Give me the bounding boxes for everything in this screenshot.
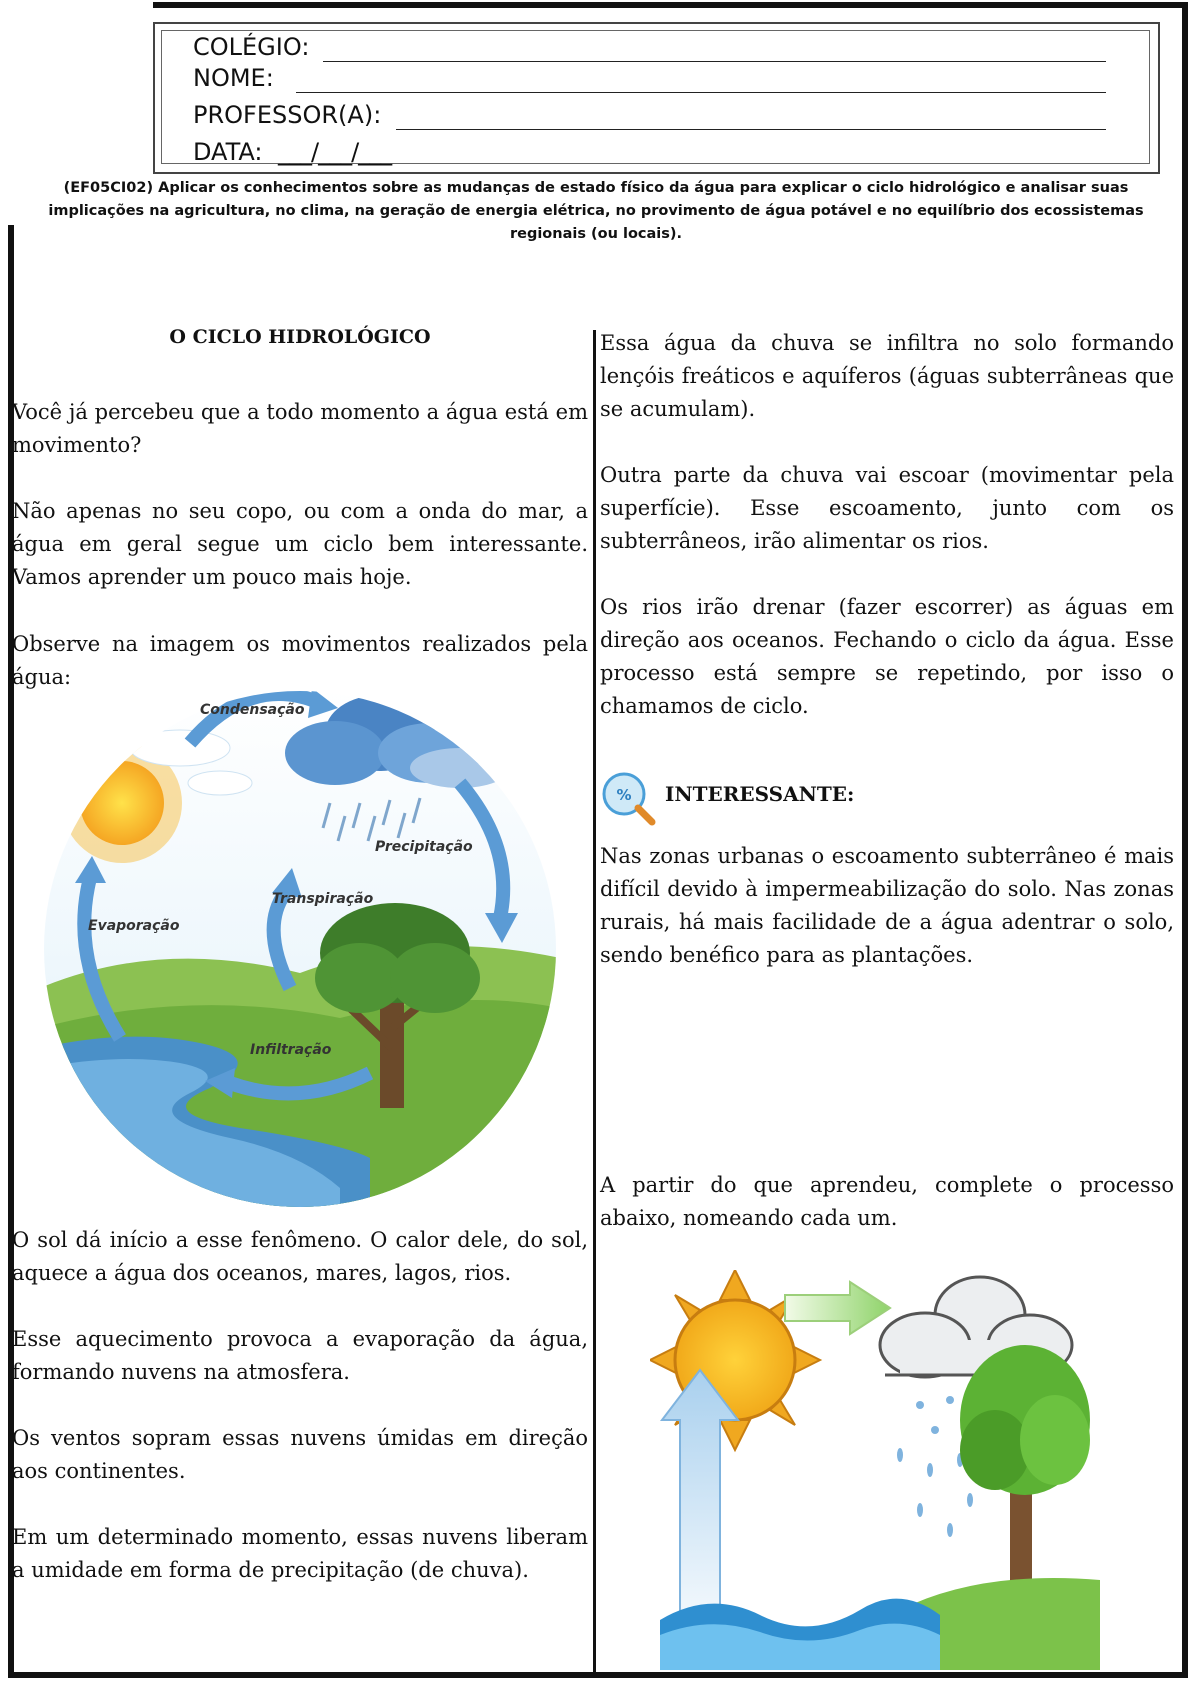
- left-paragraph-1: Você já percebeu que a todo momento a água está em movimento?: [12, 400, 588, 457]
- name-label: NOME:: [193, 64, 274, 92]
- page-border-top: [153, 2, 1188, 8]
- name-field[interactable]: [296, 92, 1106, 93]
- school-label: COLÉGIO:: [193, 33, 310, 61]
- right-paragraph-4: Nas zonas urbanas o escoamento subterrâneo é mais difícil devido à impermeabilização do solo. Nas zonas rurais, há mais facilidade de a água adentrar o solo, sendo benéfico para as plantações.: [600, 844, 1174, 967]
- label-transpiracao: Transpiração: [272, 891, 374, 907]
- label-precipitacao: Precipitação: [375, 839, 473, 855]
- page-border-right: [1182, 2, 1188, 1678]
- bncc-objective: (EF05CI02) Aplicar os conhecimentos sobre as mudanças de estado físico da água para explicar o ciclo hidrológico e analisar suas implicações na agricultura, no clima, na geração de energia elétrica, no provimento de água potável e no equilíbrio dos ecossistemas regionais (ou locais).: [48, 180, 1144, 242]
- left-paragraph-4: O sol dá início a esse fenômeno. O calor dele, do sol, aquece a água dos oceanos, mares, lagos, rios.: [12, 1228, 588, 1285]
- school-field[interactable]: [323, 61, 1106, 62]
- right-paragraph-5: A partir do que aprendeu, complete o processo abaixo, nomeando cada um.: [600, 1173, 1174, 1230]
- page-border-bottom: [8, 1672, 1188, 1678]
- left-paragraph-2: Não apenas no seu copo, ou com a onda do mar, a água em geral segue um ciclo bem interessante. Vamos aprender um pouco mais hoje.: [12, 499, 588, 589]
- right-paragraph-1: Essa água da chuva se infiltra no solo formando lençóis freáticos e aquíferos (águas subterrâneas que se acumulam).: [600, 331, 1174, 421]
- date-label: DATA:: [193, 138, 263, 166]
- left-paragraph-6: Os ventos sopram essas nuvens úmidas em direção aos continentes.: [12, 1426, 588, 1483]
- date-field[interactable]: ___/___/___: [278, 138, 392, 166]
- left-paragraph-5: Esse aquecimento provoca a evaporação da água, formando nuvens na atmosfera.: [12, 1327, 588, 1384]
- exercise-diagram: [650, 1270, 1100, 1670]
- label-condensacao: Condensação: [200, 702, 305, 718]
- percent-symbol: %: [616, 786, 632, 804]
- right-paragraph-3: Os rios irão drenar (fazer escorrer) as águas em direção aos oceanos. Fechando o ciclo da água. Esse processo está sempre se repetindo, por isso o chamamos de ciclo.: [600, 595, 1174, 718]
- tree-icon: [960, 1345, 1090, 1600]
- left-paragraph-7: Em um determinado momento, essas nuvens liberam a umidade em forma de precipitação (de chuva).: [12, 1525, 588, 1582]
- teacher-field[interactable]: [396, 129, 1106, 130]
- label-evaporacao: Evaporação: [88, 918, 180, 934]
- label-infiltracao: Infiltração: [250, 1042, 332, 1058]
- right-paragraph-2: Outra parte da chuva vai escoar (movimentar pela superfície). Esse escoamento, junto com os subterrâneos, irão alimentar os rios.: [600, 463, 1174, 553]
- page-title: O CICLO HIDROLÓGICO: [169, 326, 431, 348]
- magnifier-icon: [600, 770, 656, 826]
- left-paragraph-3: Observe na imagem os movimentos realizados pela água:: [12, 632, 588, 689]
- column-divider: [593, 330, 596, 1675]
- water-cycle-diagram: [40, 688, 560, 1210]
- arrow-right-icon: [785, 1282, 890, 1334]
- interessante-heading: INTERESSANTE:: [665, 782, 855, 806]
- teacher-label: PROFESSOR(A):: [193, 101, 382, 129]
